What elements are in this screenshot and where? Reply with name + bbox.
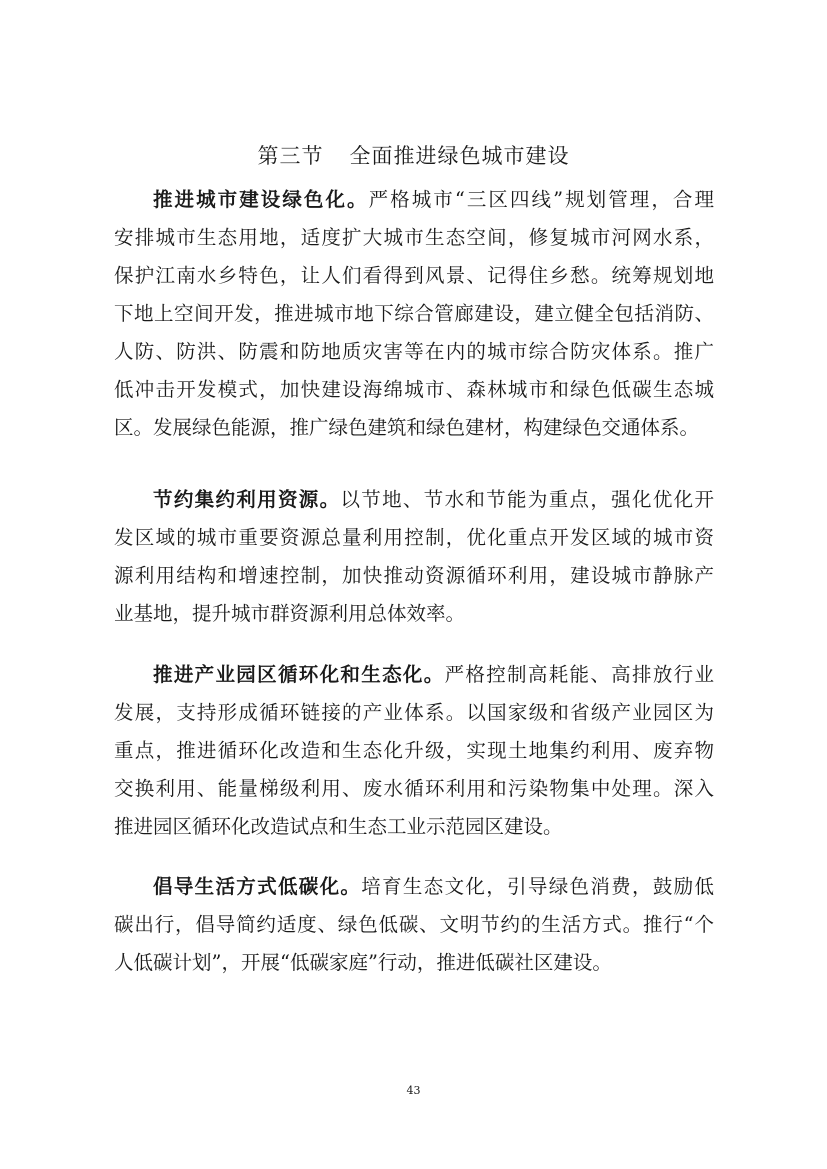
paragraph-line: 源利用结构和增速控制，加快推动资源循环利用，建设城市静脉产	[114, 564, 714, 587]
paragraph-line: 保护江南水乡特色，让人们看得到风景、记得住乡愁。统筹规划地	[114, 264, 714, 287]
section-heading	[0, 140, 827, 172]
paragraph-line: 低冲击开发模式，加快建设海绵城市、森林城市和绿色低碳生态城	[114, 378, 714, 401]
paragraph-low-carbon-life	[114, 868, 714, 982]
paragraph-line: 下地上空间开发，推进城市地下综合管廊建设，建立健全包括消防、	[114, 302, 714, 325]
section-number: 第三节	[257, 144, 324, 168]
paragraph-industrial-parks	[114, 656, 714, 846]
paragraph-lead: 倡导生活方式低碳化。	[153, 875, 362, 898]
paragraph-urban-green	[114, 181, 714, 447]
paragraph-line: 节约集约利用资源。以节地、节水和节能为重点，强化优化开	[153, 488, 714, 511]
paragraph-line: 安排城市生态用地，适度扩大城市生态空间，修复城市河网水系，	[114, 226, 714, 249]
paragraph-line: 发展，支持形成循环链接的产业体系。以国家级和省级产业园区为	[114, 701, 714, 724]
paragraph-line: 区。发展绿色能源，推广绿色建筑和绿色建材，构建绿色交通体系。	[114, 416, 700, 439]
paragraph-line: 人防、防洪、防震和防地质灾害等在内的城市综合防灾体系。推广	[114, 340, 714, 363]
paragraph-lead: 节约集约利用资源。	[153, 488, 341, 511]
paragraph-line: 推进产业园区循环化和生态化。严格控制高耗能、高排放行业	[153, 663, 714, 686]
paragraph-lead: 推进城市建设绿色化。	[153, 188, 369, 211]
section-title: 全面推进绿色城市建设	[349, 144, 570, 168]
paragraph-line: 发区域的城市重要资源总量利用控制，优化重点开发区域的城市资	[114, 526, 714, 549]
paragraph-line: 碳出行，倡导简约适度、绿色低碳、文明节约的生活方式。推行“个	[114, 913, 714, 936]
paragraph-line: 交换利用、能量梯级利用、废水循环利用和污染物集中处理。深入	[114, 777, 714, 800]
paragraph-line: 重点，推进循环化改造和生态化升级，实现土地集约利用、废弃物	[114, 739, 714, 762]
paragraph-line: 业基地，提升城市群资源利用总体效率。	[114, 602, 466, 625]
paragraph-line: 推进城市建设绿色化。严格城市“三区四线”规划管理，合理	[153, 188, 714, 211]
paragraph-line: 倡导生活方式低碳化。培育生态文化，引导绿色消费，鼓励低	[153, 875, 714, 898]
page-number: 43	[406, 1084, 421, 1097]
paragraph-lead: 推进产业园区循环化和生态化。	[153, 663, 445, 686]
paragraph-resource-saving	[114, 481, 714, 633]
paragraph-line: 人低碳计划”，开展“低碳家庭”行动，推进低碳社区建设。	[114, 951, 612, 974]
paragraph-line: 推进园区循环化改造试点和生态工业示范园区建设。	[114, 815, 563, 838]
